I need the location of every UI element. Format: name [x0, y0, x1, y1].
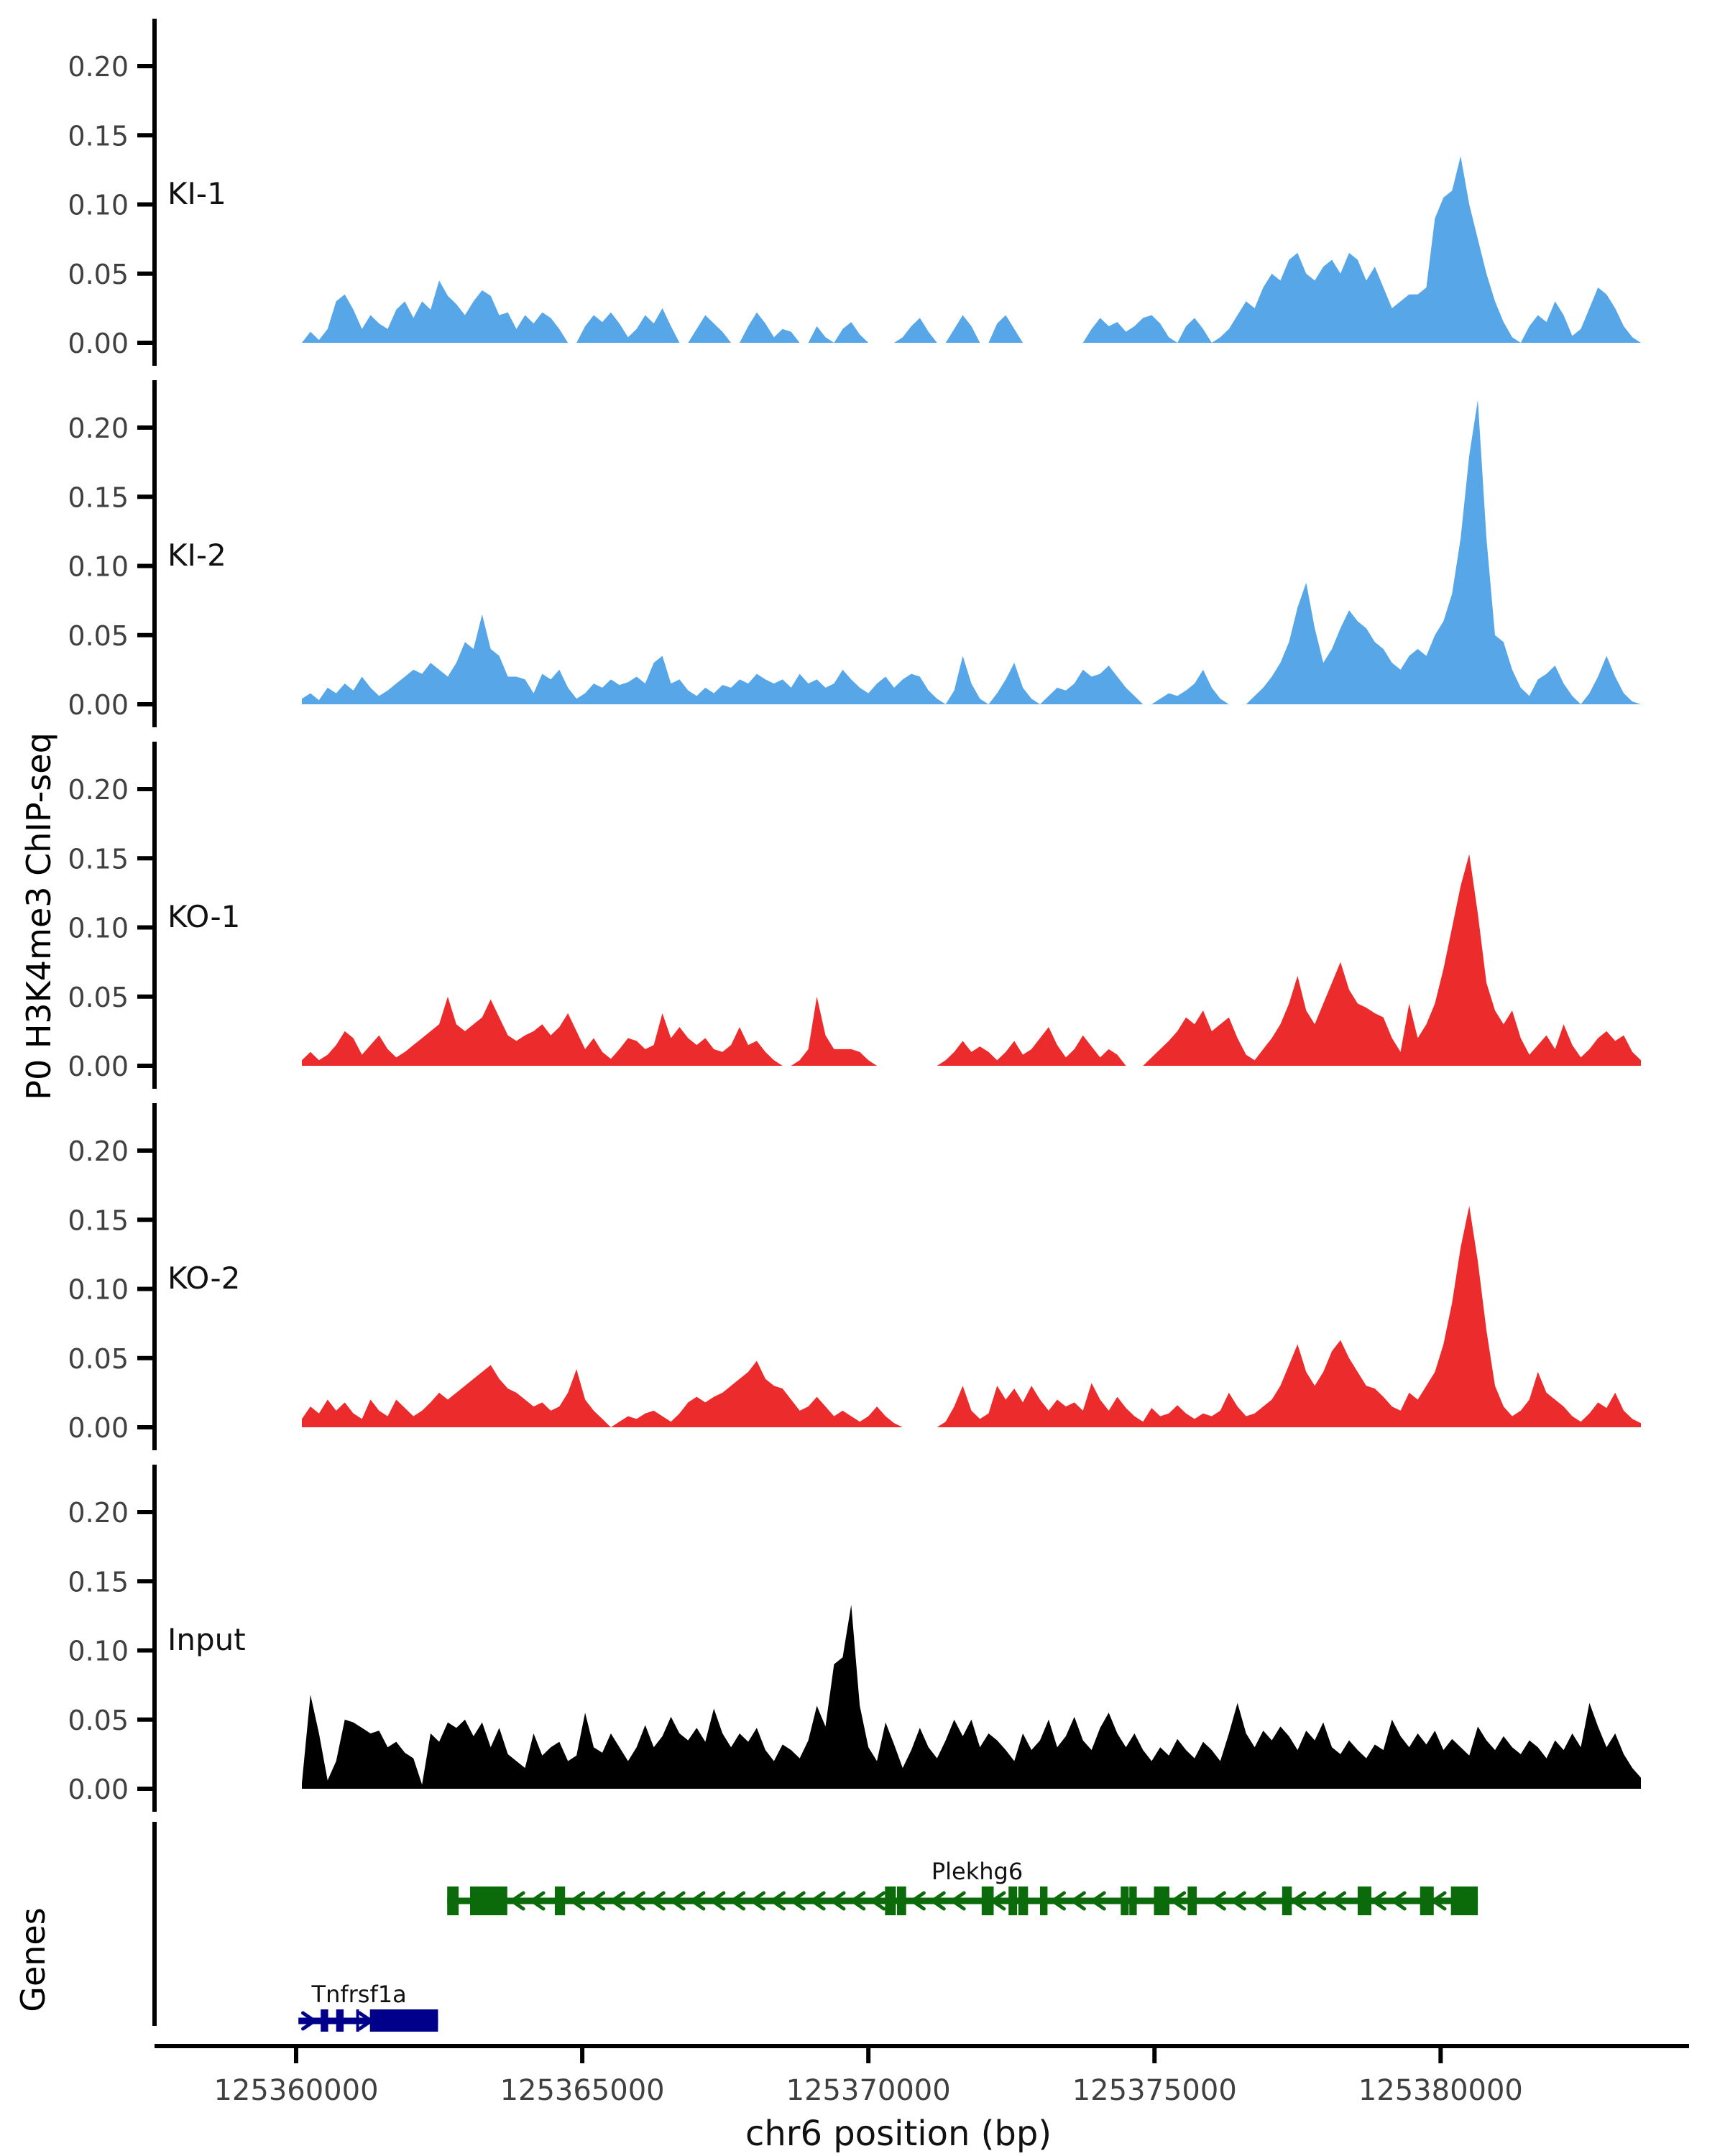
- y-tick-label: 0.10: [68, 1635, 129, 1667]
- track-panel-ko-1: [0, 732, 1725, 1093]
- y-tick-label: 0.05: [68, 258, 129, 290]
- x-tick-label: 125360000: [213, 2074, 379, 2107]
- gene-label-plekhg6: Plekhg6: [931, 1858, 1024, 1885]
- x-tick-label: 125370000: [786, 2074, 951, 2107]
- y-tick-label: 0.05: [68, 981, 129, 1013]
- track-panel-ki-2: [0, 370, 1725, 732]
- y-tick-label: 0.00: [68, 689, 129, 721]
- gene-exon-plekhg6: [897, 1886, 906, 1915]
- y-tick-label: 0.15: [68, 1204, 129, 1237]
- track-panel-ko-2: [0, 1093, 1725, 1455]
- y-tick-label: 0.00: [68, 1412, 129, 1444]
- y-tick-label: 0.20: [68, 1497, 129, 1529]
- y-tick-label: 0.05: [68, 1704, 129, 1736]
- gene-exon-tnfrsf1a: [321, 2009, 328, 2032]
- gene-exon-plekhg6: [885, 1886, 896, 1915]
- signal-area-ki-1: [302, 156, 1641, 343]
- gene-exon-plekhg6: [1008, 1886, 1017, 1915]
- y-tick-label: 0.15: [68, 482, 129, 514]
- signal-area-ko-1: [302, 854, 1641, 1067]
- y-tick-label: 0.10: [68, 550, 129, 583]
- gene-label-tnfrsf1a: Tnfrsf1a: [311, 1981, 407, 2008]
- x-axis-title: chr6 position (bp): [745, 2114, 1052, 2154]
- y-tick-label: 0.10: [68, 189, 129, 221]
- y-tick-label: 0.20: [68, 1135, 129, 1167]
- y-tick-label: 0.15: [68, 120, 129, 152]
- gene-exon-plekhg6: [1121, 1886, 1128, 1915]
- gene-exon-plekhg6: [470, 1886, 507, 1915]
- y-tick-label: 0.15: [68, 1566, 129, 1598]
- tracks-container: [0, 9, 1725, 2156]
- gene-exon-plekhg6: [1129, 1886, 1136, 1915]
- gene-exon-plekhg6: [1040, 1886, 1047, 1915]
- track-panel-input: [0, 1455, 1725, 1816]
- gene-exon-tnfrsf1a: [370, 2009, 438, 2032]
- y-tick-label: 0.20: [68, 413, 129, 444]
- y-tick-label: 0.10: [68, 1273, 129, 1306]
- y-tick-label: 0.20: [68, 51, 129, 83]
- signal-area-ki-2: [302, 400, 1641, 705]
- gene-exon-plekhg6: [1358, 1886, 1371, 1915]
- y-tick-label: 0.00: [68, 1774, 129, 1805]
- x-tick-label: 125365000: [500, 2074, 665, 2107]
- track-label-input: Input: [167, 1622, 246, 1657]
- x-axis-panel: [0, 2032, 1725, 2156]
- y-tick-label: 0.20: [68, 774, 129, 806]
- gene-exon-plekhg6: [555, 1886, 565, 1915]
- track-label-ki-2: KI-2: [167, 538, 226, 573]
- gene-exon-plekhg6: [1018, 1886, 1029, 1915]
- y-tick-label: 0.10: [68, 912, 129, 944]
- gene-exon-plekhg6: [1187, 1886, 1197, 1915]
- x-tick-label: 125375000: [1072, 2074, 1237, 2107]
- track-label-ko-1: KO-1: [167, 899, 241, 934]
- genes-panel: [0, 1816, 1725, 2032]
- genes-axis-title: Genes: [14, 1907, 52, 2012]
- gene-exon-plekhg6: [1451, 1886, 1478, 1915]
- y-tick-label: 0.05: [68, 1342, 129, 1375]
- signal-area-ko-2: [302, 1206, 1641, 1427]
- y-axis-title: P0 H3K4me3 ChIP-seq: [19, 732, 58, 1100]
- x-tick-label: 125380000: [1358, 2074, 1523, 2107]
- track-panel-ki-1: [0, 9, 1725, 370]
- gene-exon-plekhg6: [447, 1886, 459, 1915]
- signal-area-input: [302, 1605, 1641, 1789]
- y-tick-label: 0.00: [68, 1051, 129, 1082]
- gene-exon-tnfrsf1a: [336, 2009, 344, 2032]
- y-tick-label: 0.00: [68, 328, 129, 359]
- track-label-ki-1: KI-1: [167, 176, 226, 211]
- gene-exon-plekhg6: [1154, 1886, 1170, 1915]
- y-tick-label: 0.05: [68, 619, 129, 652]
- track-label-ko-2: KO-2: [167, 1261, 241, 1296]
- y-tick-label: 0.15: [68, 843, 129, 875]
